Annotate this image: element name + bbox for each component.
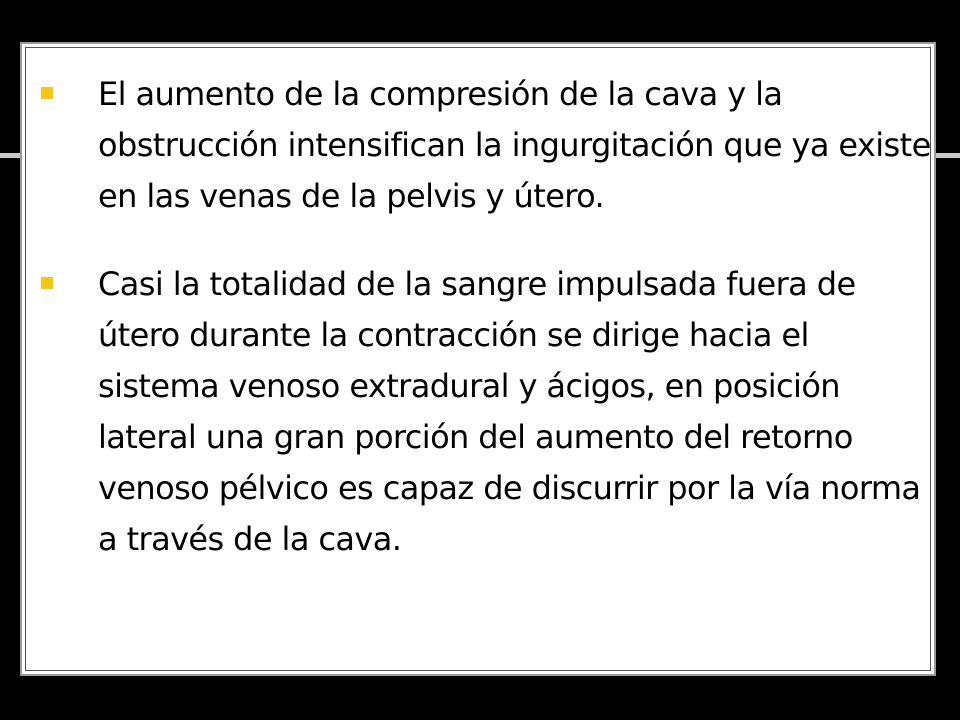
- title-rule-right: [936, 153, 960, 158]
- content-placeholder: [20, 42, 936, 676]
- bullet-text: El aumento de la compresión de la cava y la obstrucción intensifican la ingurgitación que ya existe en las venas de la pelvis y útero.: [98, 75, 931, 215]
- bullet-item: [26, 259, 938, 565]
- content-frame: [25, 47, 931, 671]
- square-bullet-icon: [41, 277, 53, 289]
- title-rule-left: [0, 153, 22, 158]
- bullet-item: [26, 69, 938, 222]
- bullet-text: Casi la totalidad de la sangre impulsada fuera de útero durante la contracción se dirige hacia el sistema venoso extradural y ácigos, en posición lateral una gran porción del aumento del retorno venoso pélvico es capaz de discurrir por la vía norma a través de la cava.: [98, 265, 921, 558]
- square-bullet-icon: [41, 87, 53, 99]
- bullet-list: [26, 69, 938, 565]
